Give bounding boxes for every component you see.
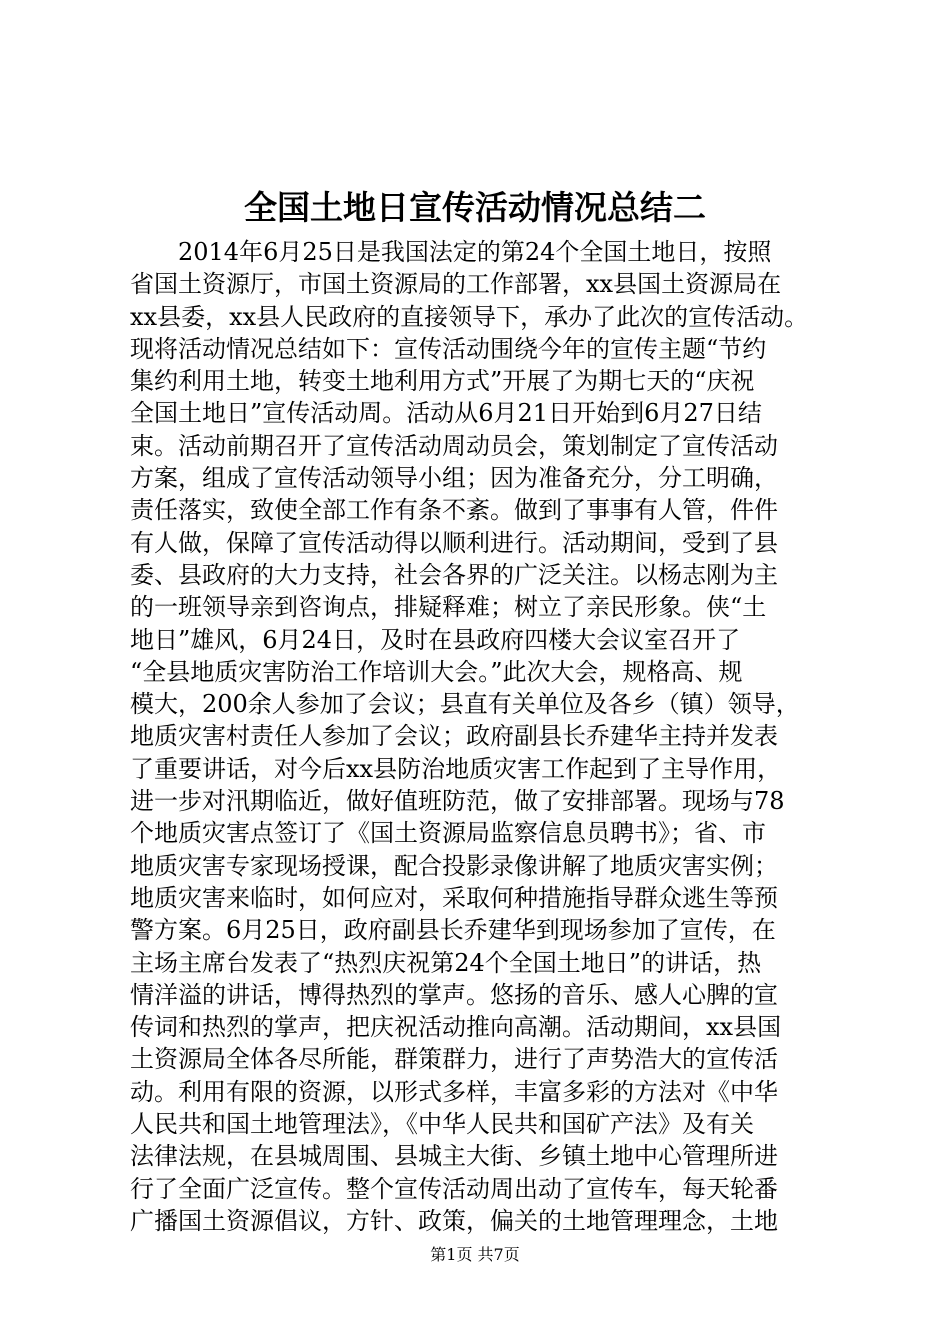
text-line: 主场主席台发表了“热烈庆祝第24个全国土地日”的讲话，热 (130, 948, 762, 977)
text-line: 了重要讲话，对今后xx县防治地质灾害工作起到了主导作用， (130, 754, 782, 783)
text-line: 土资源局全体各尽所能，群策群力，进行了声势浩大的宣传活 (130, 1045, 778, 1074)
text-line: 地质灾害专家现场授课，配合投影录像讲解了地质灾害实例； (130, 851, 778, 880)
text-line: 2014年6月25日是我国法定的第24个全国土地日，按照 (178, 238, 772, 266)
text-line: 束。活动前期召开了宣传活动周动员会，策划制定了宣传活动 (130, 431, 778, 460)
text-line: 警方案。6月25日，政府副县长乔建华到现场参加了宣传，在 (130, 916, 776, 945)
text-line: “全县地质灾害防治工作培训大会。”此次大会，规格高、规 (130, 657, 743, 686)
text-line: 委、县政府的大力支持，社会各界的广泛关注。以杨志刚为主 (130, 560, 778, 589)
text-line: 有人做，保障了宣传活动得以顺利进行。活动期间，受到了县 (130, 528, 778, 557)
text-line: 方案，组成了宣传活动领导小组；因为准备充分，分工明确， (130, 464, 778, 493)
text-line: 动。利用有限的资源，以形式多样，丰富多彩的方法对《中华 (130, 1077, 778, 1106)
text-line: 责任落实，致使全部工作有条不紊。做到了事事有人管，件件 (130, 496, 778, 525)
text-line: 个地质灾害点签订了《国土资源局监察信息员聘书》；省、市 (130, 819, 766, 848)
text-line: 人民共和国土地管理法》，《中华人民共和国矿产法》及有关 (130, 1110, 754, 1139)
text-line: 全国土地日”宣传活动周。活动从6月21日开始到6月27日结 (130, 399, 762, 428)
text-line: 地日”雄风，6月24日，及时在县政府四楼大会议室召开了 (130, 625, 741, 654)
text-line: 进一步对汛期临近，做好值班防范，做了安排部署。现场与78 (130, 787, 785, 816)
text-line: 现将活动情况总结如下：宣传活动围绕今年的宣传主题“节约 (130, 334, 767, 363)
text-line: 集约利用土地，转变土地利用方式”开展了为期七天的“庆祝 (130, 367, 755, 396)
text-line: 模大，200余人参加了会议；县直有关单位及各乡（镇）领导， (130, 690, 800, 719)
page-number-footer: 第1页 共7页 (430, 1245, 520, 1264)
document-title: 全国土地日宣传活动情况总结二 (244, 188, 706, 227)
text-line: 地质灾害来临时，如何应对，采取何种措施指导群众逃生等预 (130, 883, 778, 912)
text-line: 地质灾害村责任人参加了会议；政府副县长乔建华主持并发表 (130, 722, 778, 751)
text-line: 省国土资源厅，市国土资源局的工作部署，xx县国土资源局在 (130, 270, 782, 299)
text-line: 的一班领导亲到咨询点，排疑释难；树立了亲民形象。侠“土 (130, 593, 767, 622)
text-line: 行了全面广泛宣传。整个宣传活动周出动了宣传车，每天轮番 (130, 1174, 778, 1203)
text-line: 情洋溢的讲话，博得热烈的掌声。悠扬的音乐、感人心脾的宣 (130, 980, 778, 1009)
text-line: 法律法规，在县城周围、县城主大街、乡镇土地中心管理所进 (130, 1142, 778, 1171)
text-line: xx县委，xx县人民政府的直接领导下，承办了此次的宣传活动。 (130, 302, 809, 331)
body-paragraph (130, 236, 836, 1237)
text-line: 广播国土资源倡议，方针、政策，偏关的土地管理理念，土地 (130, 1206, 778, 1235)
text-line: 传词和热烈的掌声，把庆祝活动推向高潮。活动期间，xx县国 (130, 1013, 782, 1042)
